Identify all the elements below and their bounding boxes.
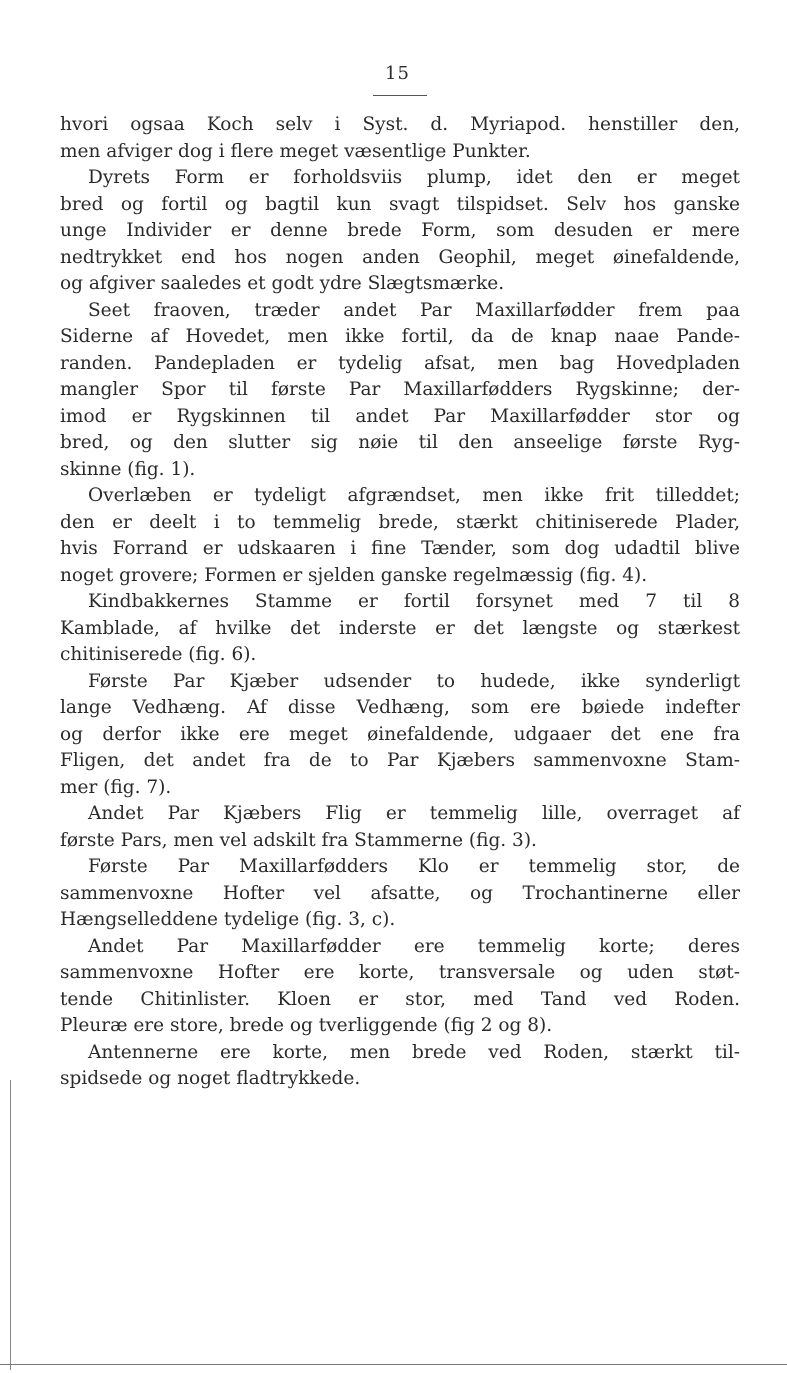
text-line: men afviger dog i flere meget væsentlige Punkter. [60, 140, 531, 162]
text-line: Overlæben er tydeligt afgrændset, men ikke frit tilleddet; [88, 485, 740, 506]
text-line: unge Individer er denne brede Form, som desuden er mere [60, 220, 740, 241]
text-line: første Pars, men vel adskilt fra Stammerne (fig. 3). [60, 829, 537, 851]
text-line: bred og fortil og bagtil kun svagt tilspidset. Selv hos ganske [60, 193, 740, 215]
text-line: noget grovere; Formen er sjelden ganske regelmæssig (fig. 4). [60, 564, 648, 586]
text-line: den er deelt i to temmelig brede, stærkt chitiniserede Plader, [60, 511, 740, 533]
text-line: chitiniserede (fig. 6). [60, 644, 257, 665]
page-number: 15 [385, 63, 410, 84]
text-line: Dyrets Form er forholdsviis plump, idet den er meget [88, 167, 740, 188]
paragraph [60, 669, 740, 802]
text-line: Seet fraoven, træder andet Par Maxillarfødder frem paa [88, 299, 740, 321]
text-line: imod er Rygskinnen til andet Par Maxillarfødder stor og [60, 405, 740, 427]
paragraph [60, 589, 740, 669]
text-line: Fligen, det andet fra de to Par Kjæbers sammenvoxne Stam- [60, 750, 740, 771]
text-line: Hængselleddene tydelige (fig. 3, c). [60, 909, 396, 930]
text-line: hvis Forrand er udskaaren i fine Tænder, som dog udadtil blive [60, 538, 740, 559]
left-margin-line [10, 1080, 11, 1370]
text-line: mangler Spor til første Par Maxillarfødders Rygskinne; der- [60, 379, 740, 400]
text-line: hvori ogsaa Koch selv i Syst. d. Myriapod. henstiller den, [60, 114, 740, 135]
paragraph [60, 1040, 740, 1093]
text-line: Antennerne ere korte, men brede ved Roden, stærkt til- [88, 1041, 740, 1063]
text-line: mer (fig. 7). [60, 776, 172, 798]
text-line: sammenvoxne Hofter vel afsatte, og Trochantinerne eller [60, 882, 740, 904]
text-line: Andet Par Kjæbers Flig er temmelig lille, overraget af [88, 803, 740, 824]
page-number-underline [373, 95, 427, 96]
text-line: sammenvoxne Hofter ere korte, transversale og uden støt- [60, 962, 740, 983]
paragraph [60, 298, 740, 484]
text-line: og afgiver saaledes et godt ydre Slægtsmærke. [60, 273, 505, 294]
text-line: Kindbakkernes Stamme er fortil forsynet med 7 til 8 [88, 591, 740, 612]
text-line: Første Par Maxillarfødders Klo er temmelig stor, de [88, 856, 740, 877]
bottom-edge-line [0, 1364, 787, 1365]
paragraph [60, 934, 740, 1040]
text-line: randen. Pandepladen er tydelig afsat, men bag Hovedpladen [60, 352, 740, 374]
text-line: og derfor ikke ere meget øinefaldende, udgaaer det ene fra [60, 723, 740, 745]
text-line: nedtrykket end hos nogen anden Geophil, meget øinefaldende, [60, 246, 740, 268]
text-line: Andet Par Maxillarfødder ere temmelig korte; deres [88, 935, 740, 957]
text-line: Siderne af Hovedet, men ikke fortil, da de knap naae Pande- [60, 326, 740, 347]
paragraph [60, 165, 740, 298]
text-line: spidsede og noget fladtrykkede. [60, 1068, 361, 1089]
text-line: Første Par Kjæber udsender to hudede, ikke synderligt [88, 670, 740, 692]
text-line: Kamblade, af hvilke det inderste er det længste og stærkest [60, 617, 740, 639]
text-line: tende Chitinlister. Kloen er stor, med Tand ved Roden. [60, 988, 740, 1010]
text-line: lange Vedhæng. Af disse Vedhæng, som ere bøiede indefter [60, 697, 740, 718]
paragraph [60, 483, 740, 589]
paragraph [60, 112, 740, 165]
text-line: Pleuræ ere store, brede og tverliggende (fig 2 og 8). [60, 1015, 553, 1036]
text-line: skinne (fig. 1). [60, 458, 196, 480]
paragraph [60, 854, 740, 934]
body-text [60, 112, 740, 1093]
paragraph [60, 801, 740, 854]
text-line: bred, og den slutter sig nøie til den anseelige første Ryg- [60, 432, 740, 453]
